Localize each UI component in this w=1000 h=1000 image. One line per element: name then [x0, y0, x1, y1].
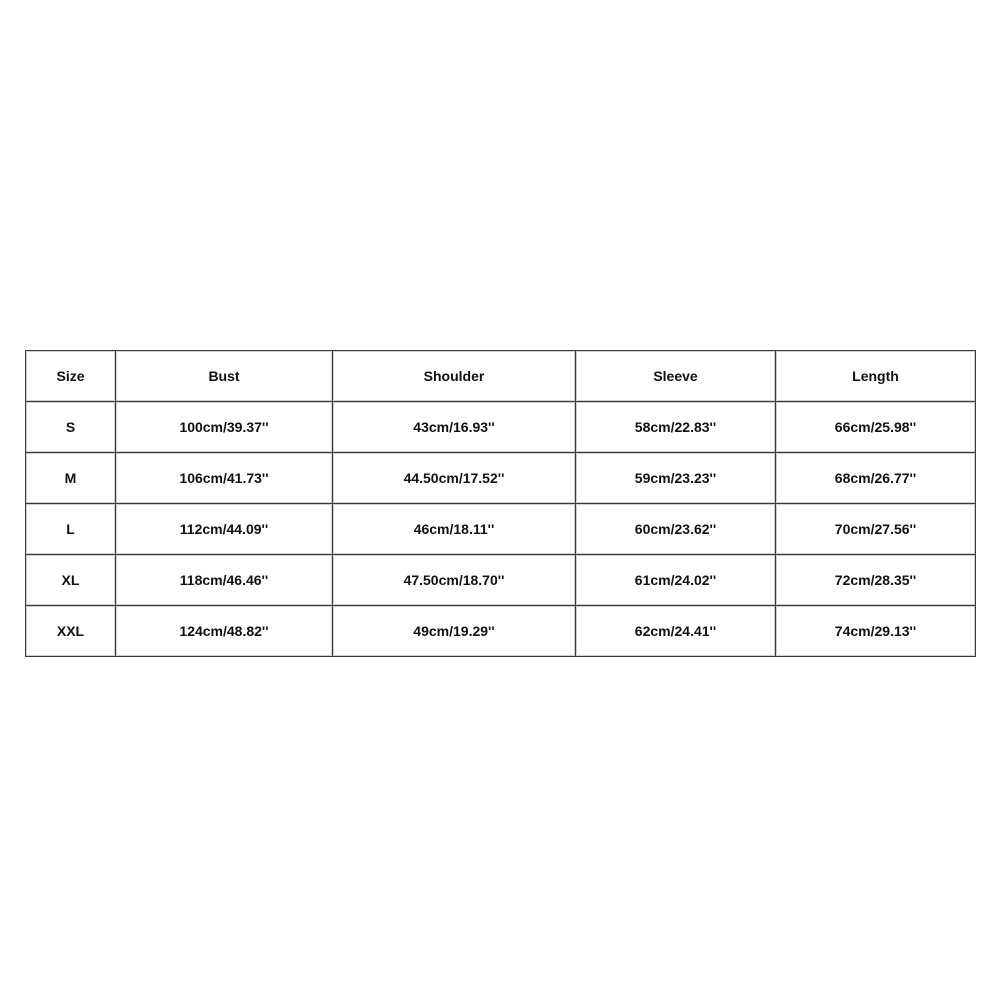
- header-sleeve: Sleeve: [576, 351, 776, 402]
- table-header-row: [26, 351, 976, 402]
- cell-length: 74cm/29.13'': [776, 606, 976, 657]
- cell-shoulder: 47.50cm/18.70'': [333, 555, 576, 606]
- header-size: Size: [26, 351, 116, 402]
- cell-bust: 100cm/39.37'': [116, 402, 333, 453]
- cell-length: 70cm/27.56'': [776, 504, 976, 555]
- cell-size: S: [26, 402, 116, 453]
- header-length: Length: [776, 351, 976, 402]
- cell-size: XL: [26, 555, 116, 606]
- table-row: [26, 555, 976, 606]
- table-row: [26, 606, 976, 657]
- cell-sleeve: 61cm/24.02'': [576, 555, 776, 606]
- table-row: [26, 504, 976, 555]
- cell-shoulder: 43cm/16.93'': [333, 402, 576, 453]
- cell-shoulder: 44.50cm/17.52'': [333, 453, 576, 504]
- cell-length: 72cm/28.35'': [776, 555, 976, 606]
- cell-size: M: [26, 453, 116, 504]
- cell-shoulder: 49cm/19.29'': [333, 606, 576, 657]
- cell-bust: 112cm/44.09'': [116, 504, 333, 555]
- cell-bust: 106cm/41.73'': [116, 453, 333, 504]
- header-bust: Bust: [116, 351, 333, 402]
- cell-length: 66cm/25.98'': [776, 402, 976, 453]
- size-chart-table: [25, 350, 976, 657]
- table-row: [26, 453, 976, 504]
- cell-bust: 118cm/46.46'': [116, 555, 333, 606]
- cell-bust: 124cm/48.82'': [116, 606, 333, 657]
- cell-sleeve: 58cm/22.83'': [576, 402, 776, 453]
- table-row: [26, 402, 976, 453]
- cell-size: L: [26, 504, 116, 555]
- cell-sleeve: 62cm/24.41'': [576, 606, 776, 657]
- cell-shoulder: 46cm/18.11'': [333, 504, 576, 555]
- header-shoulder: Shoulder: [333, 351, 576, 402]
- cell-sleeve: 60cm/23.62'': [576, 504, 776, 555]
- cell-length: 68cm/26.77'': [776, 453, 976, 504]
- cell-size: XXL: [26, 606, 116, 657]
- cell-sleeve: 59cm/23.23'': [576, 453, 776, 504]
